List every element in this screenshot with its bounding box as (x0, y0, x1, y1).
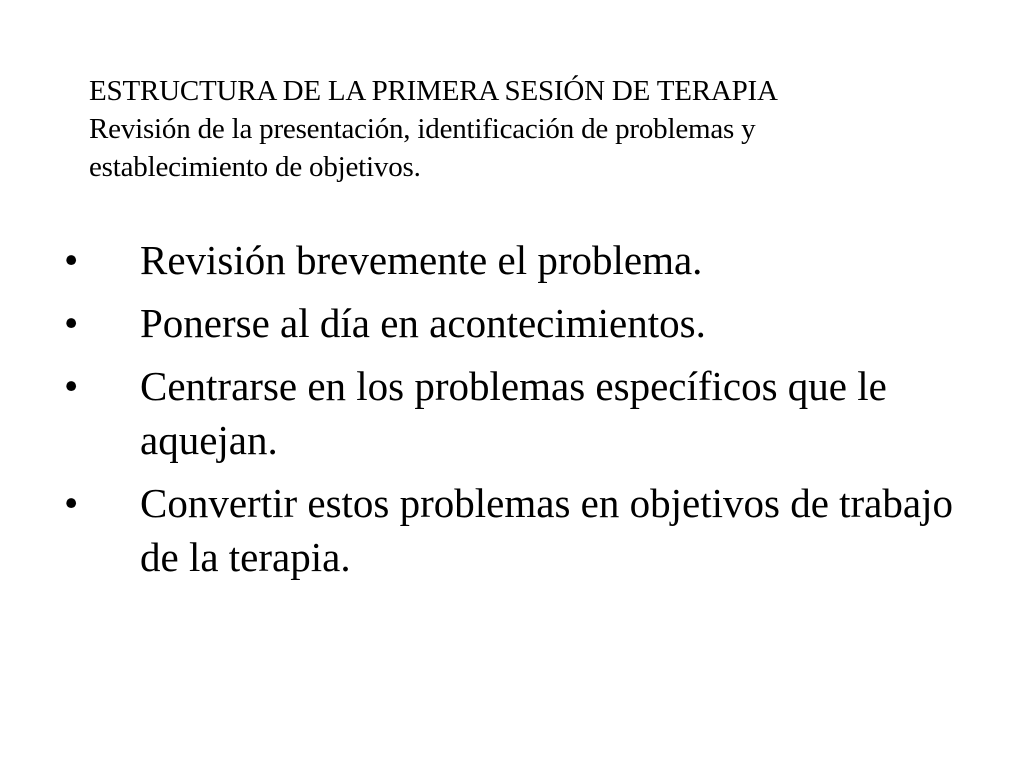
bullet-text: Convertir estos problemas en objetivos de trabajo de la terapia. (140, 480, 953, 580)
bullet-icon: • (64, 300, 79, 346)
title-line-heading: ESTRUCTURA DE LA PRIMERA SESIÓN DE TERAPIA (89, 75, 778, 107)
slide-title (89, 72, 969, 186)
bullet-item (0, 476, 1000, 584)
bullet-item (0, 296, 1000, 350)
bullet-icon: • (64, 363, 79, 409)
title-line-subtitle-2: establecimiento de objetivos. (89, 151, 421, 183)
title-line-subtitle-1: Revisión de la presentación, identificación de problemas y (89, 113, 756, 145)
bullet-list (0, 233, 1024, 593)
bullet-text: Ponerse al día en acontecimientos. (140, 300, 706, 346)
bullet-item (0, 233, 1000, 287)
bullet-icon: • (64, 237, 79, 283)
bullet-item (0, 359, 1000, 467)
bullet-text: Revisión brevemente el problema. (140, 237, 703, 283)
bullet-text: Centrarse en los problemas específicos que le aquejan. (140, 363, 887, 463)
bullet-icon: • (64, 480, 79, 526)
